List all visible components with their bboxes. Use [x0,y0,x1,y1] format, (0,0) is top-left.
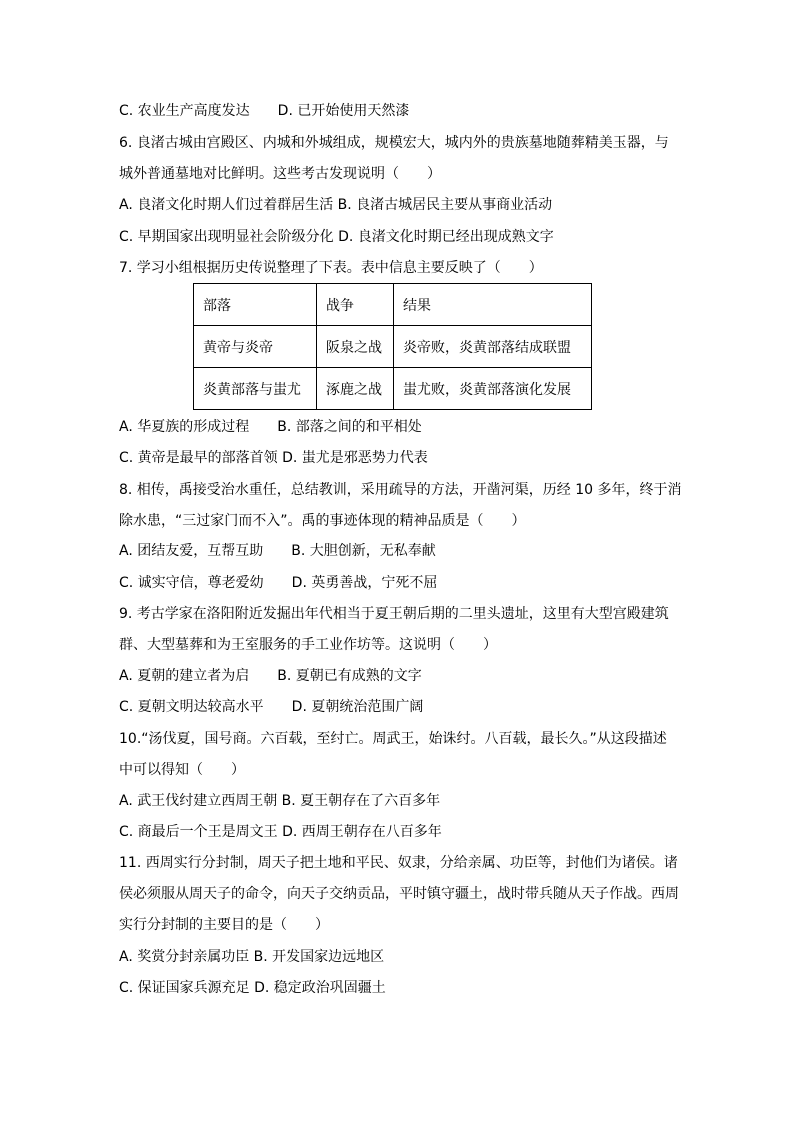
q7-stem: 7. 学习小组根据历史传说整理了下表。表中信息主要反映了（ ） [119,260,543,276]
table-header-cell: 结果 [394,284,592,326]
table-row [194,326,592,368]
q11-stem-line-3: 实行分封制的主要目的是（ ） [119,917,329,933]
q9-stem-line-2: 群、大型墓葬和为王室服务的手工业作坊等。这说明（ ） [119,637,497,653]
q7-options-ab: A. 华夏族的形成过程 B. 部落之间的和平相处 [119,419,422,435]
q8-options-ab: A. 团结友爱，互帮互助 B. 大胆创新，无私奉献 [119,543,436,559]
table-cell: 蚩尤败，炎黄部落演化发展 [394,368,592,410]
q9-options-ab: A. 夏朝的建立者为启 B. 夏朝已有成熟的文字 [119,668,422,684]
q11-options-cd: C. 保证国家兵源充足 D. 稳定政治巩固疆土 [119,980,386,996]
q5-options-cd: C. 农业生产高度发达 D. 已开始使用天然漆 [119,103,410,119]
q8-stem-line-1: 8. 相传，禹接受治水重任，总结教训，采用疏导的方法，开凿河渠，历经 10 多年，终于消 [119,482,682,498]
q8-stem-line-2: 除水患，“三过家门而不入”。禹的事迹体现的精神品质是（ ） [119,513,526,529]
q10-options-ab: A. 武王伐纣建立西周王朝 B. 夏王朝存在了六百多年 [119,793,441,809]
q6-options-ab: A. 良渚文化时期人们过着群居生活 B. 良渚古城居民主要从事商业活动 [119,197,553,213]
table-cell: 阪泉之战 [317,326,394,368]
q8-options-cd: C. 诚实守信，尊老爱幼 D. 英勇善战，宁死不屈 [119,575,438,591]
table-cell: 炎黄部落与蚩尤 [194,368,317,410]
table-cell: 黄帝与炎帝 [194,326,317,368]
table-header-cell: 战争 [317,284,394,326]
q11-options-ab: A. 奖赏分封亲属功臣 B. 开发国家边远地区 [119,949,385,965]
q10-stem-line-2: 中可以得知（ ） [119,762,245,778]
q9-stem-line-1: 9. 考古学家在洛阳附近发掘出年代相当于夏王朝后期的二里头遗址，这里有大型宫殿建筑 [119,606,669,622]
q11-stem-line-2: 侯必须服从周天子的命令，向天子交纳贡品，平时镇守疆土，战时带兵随从天子作战。西周 [119,886,679,902]
q6-stem-line-1: 6. 良渚古城由宫殿区、内城和外城组成，规模宏大，城内外的贵族墓地随葬精美玉器，与 [119,135,669,151]
q6-options-cd: C. 早期国家出现明显社会阶级分化 D. 良渚文化时期已经出现成熟文字 [119,229,554,245]
q7-options-cd: C. 黄帝是最早的部落首领 D. 蚩尤是邪恶势力代表 [119,450,428,466]
table-cell: 炎帝败，炎黄部落结成联盟 [394,326,592,368]
table-header-cell: 部落 [194,284,317,326]
table-header-row [194,284,592,326]
q7-table [193,283,592,410]
q10-stem-line-1: 10.“汤伐夏，国号商。六百载，至纣亡。周武王，始诛纣。八百载，最长久。”从这段描述 [119,731,667,747]
q11-stem-line-1: 11. 西周实行分封制，周天子把土地和平民、奴隶，分给亲属、功臣等，封他们为诸侯。诸 [119,855,678,871]
q9-options-cd: C. 夏朝文明达较高水平 D. 夏朝统治范围广阔 [119,699,424,715]
table-row [194,368,592,410]
table-cell: 涿鹿之战 [317,368,394,410]
q10-options-cd: C. 商最后一个王是周文王 D. 西周王朝存在八百多年 [119,824,442,840]
q6-stem-line-2: 城外普通墓地对比鲜明。这些考古发现说明（ ） [119,166,441,182]
